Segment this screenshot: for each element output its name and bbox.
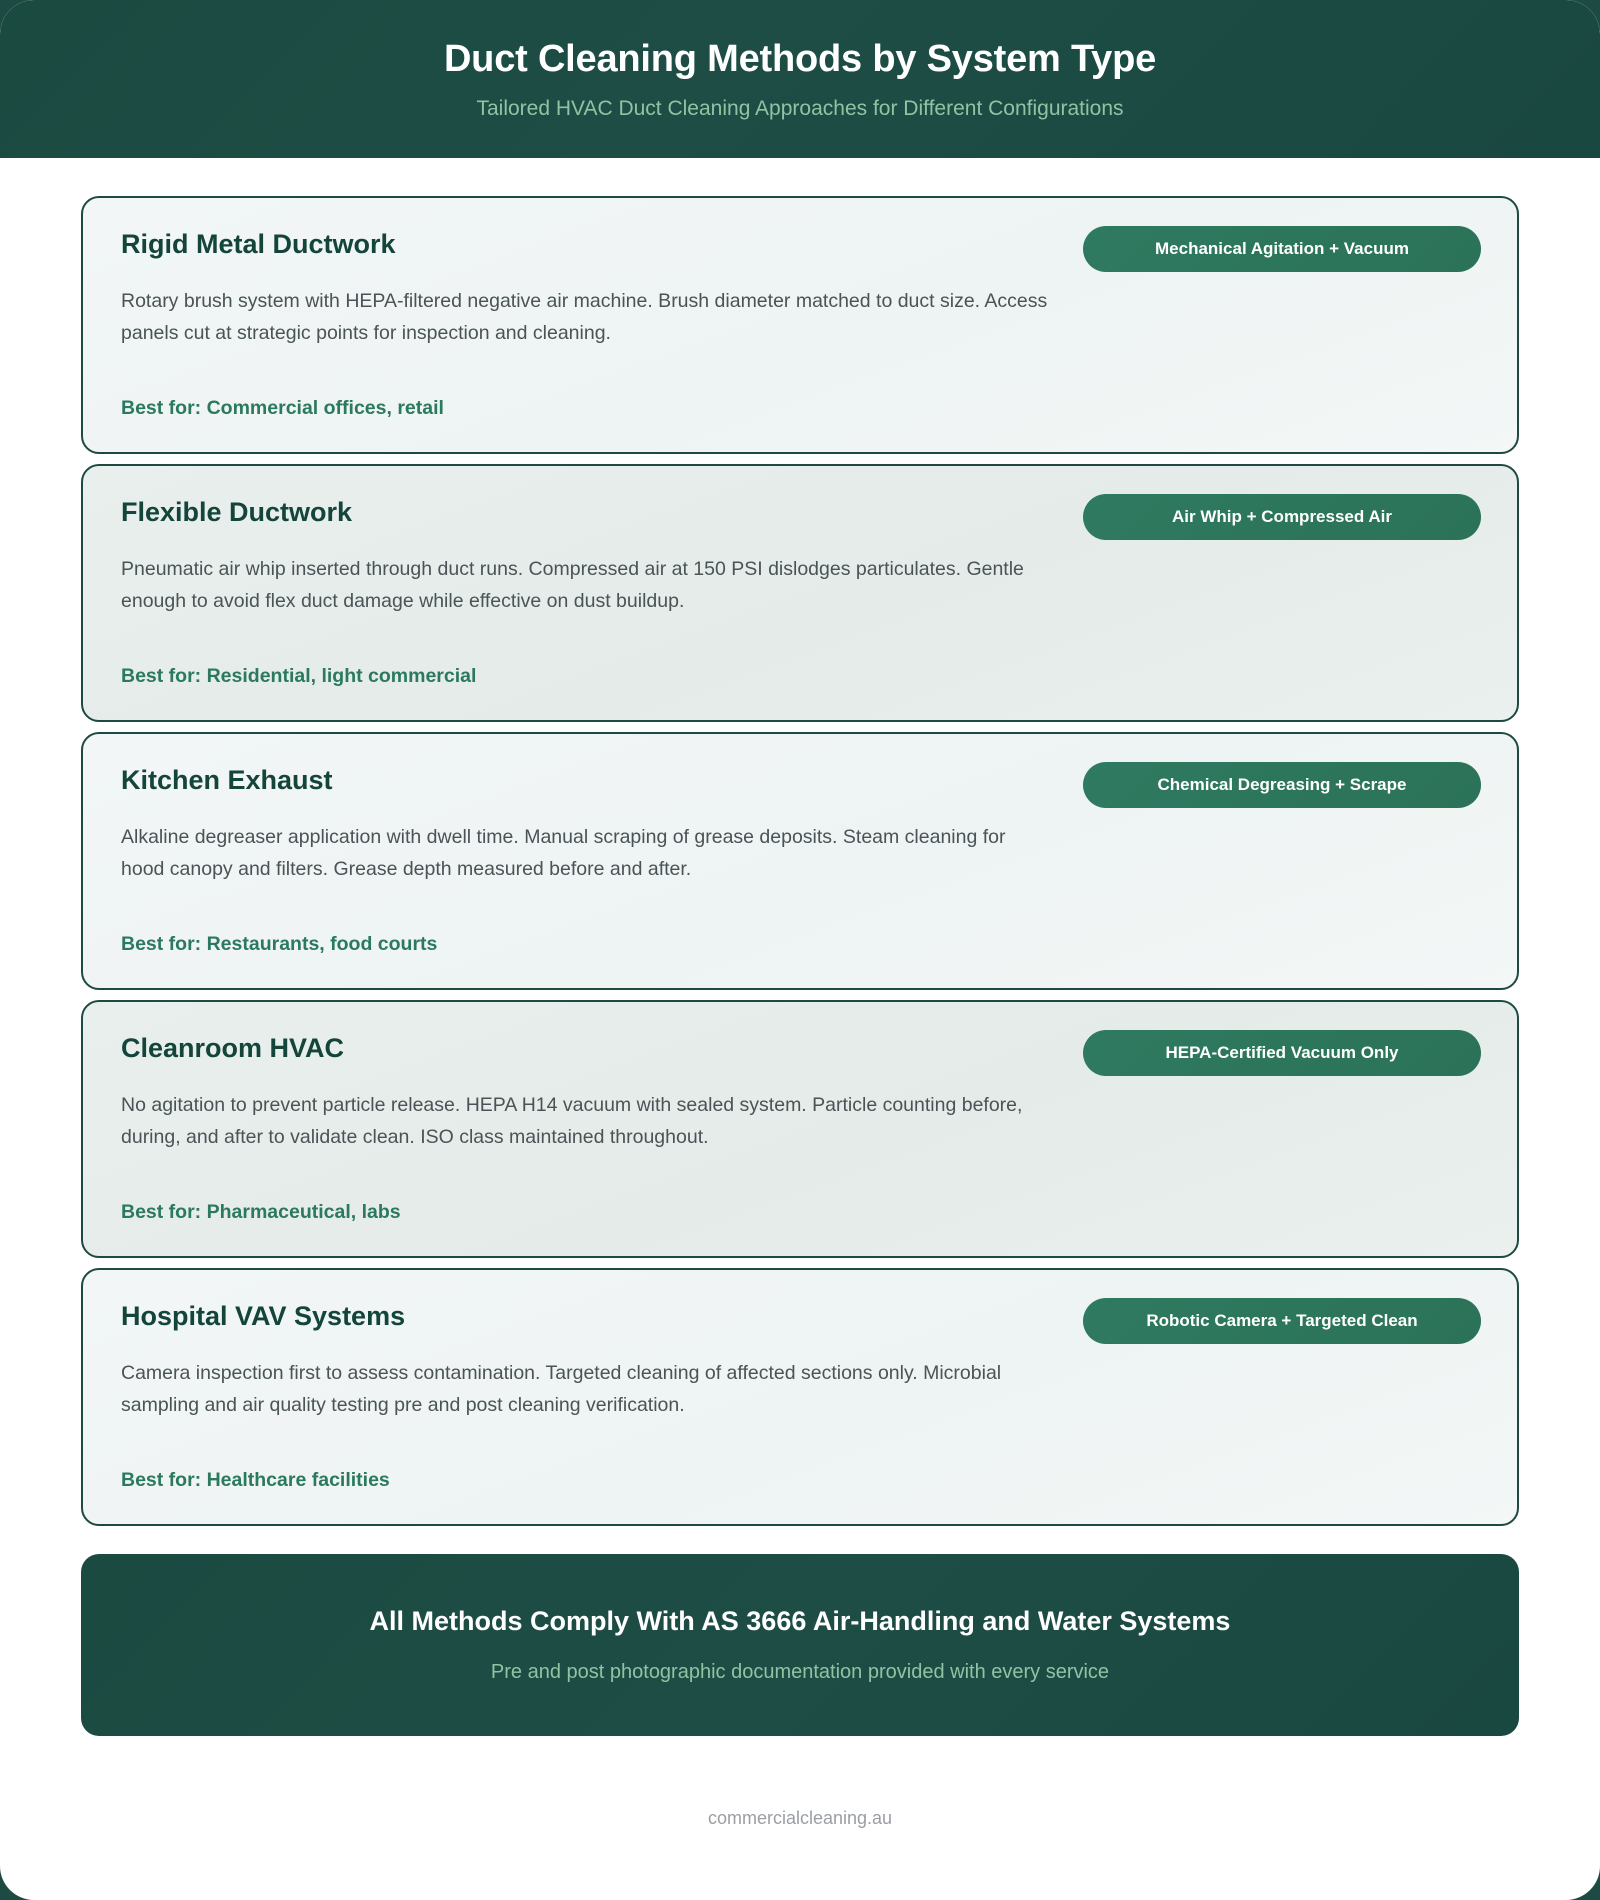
page-footer — [0, 1808, 1600, 1829]
method-title: Cleanroom HVAC — [121, 1033, 345, 1063]
compliance-subtitle: Pre and post photographic documentation provided with every service — [490, 1661, 1110, 1684]
method-badge: Mechanical Agitation + Vacuum — [1083, 226, 1481, 272]
method-badge: HEPA-Certified Vacuum Only — [1083, 1030, 1481, 1076]
compliance-banner — [81, 1554, 1519, 1736]
method-description: Alkaline degreaser application with dwell time. Manual scraping of grease deposits. Steam cleaning for hood canopy and filters. Grease depth measured before and after. — [121, 826, 1006, 881]
method-description: Camera inspection first to assess contamination. Targeted cleaning of affected sections only. Microbial sampling and air quality testing pre and post cleaning verification. — [121, 1362, 1002, 1417]
method-best-for: Best for: Commercial offices, retail — [121, 396, 444, 419]
method-badge: Robotic Camera + Targeted Clean — [1083, 1298, 1481, 1344]
page-header-banner — [0, 0, 1600, 158]
method-best-for: Best for: Healthcare facilities — [121, 1468, 390, 1491]
footer-site-name: commercialcleaning.au — [707, 1808, 893, 1828]
method-description: Rotary brush system with HEPA-filtered negative air machine. Brush diameter matched to duct size. Access panels cut at strategic points for inspection and cleaning. — [121, 290, 1048, 345]
method-best-for: Best for: Residential, light commercial — [121, 664, 477, 687]
compliance-title: All Methods Comply With AS 3666 Air-Handling and Water Systems — [369, 1605, 1231, 1636]
method-card-list — [0, 158, 1600, 1526]
page-subtitle: Tailored HVAC Duct Cleaning Approaches for Different Configurations — [476, 96, 1124, 120]
method-best-for: Best for: Pharmaceutical, labs — [121, 1200, 401, 1223]
method-badge: Chemical Degreasing + Scrape — [1083, 762, 1481, 808]
method-title: Kitchen Exhaust — [121, 765, 333, 795]
method-card — [81, 464, 1519, 722]
method-description: Pneumatic air whip inserted through duct runs. Compressed air at 150 PSI dislodges particulates. Gentle enough to avoid flex duct damage while effective on dust buildup. — [121, 558, 1024, 613]
method-card — [81, 1268, 1519, 1526]
method-card — [81, 196, 1519, 454]
method-title: Flexible Ductwork — [121, 497, 353, 527]
method-badge: Air Whip + Compressed Air — [1083, 494, 1481, 540]
method-title: Rigid Metal Ductwork — [121, 229, 396, 259]
page-title: Duct Cleaning Methods by System Type — [443, 38, 1157, 81]
method-best-for: Best for: Restaurants, food courts — [121, 932, 438, 955]
method-title: Hospital VAV Systems — [121, 1301, 406, 1331]
method-card — [81, 1000, 1519, 1258]
method-card — [81, 732, 1519, 990]
method-description: No agitation to prevent particle release. HEPA H14 vacuum with sealed system. Particle counting before, during, and after to validate clean. ISO class maintained throughout. — [121, 1094, 1023, 1149]
